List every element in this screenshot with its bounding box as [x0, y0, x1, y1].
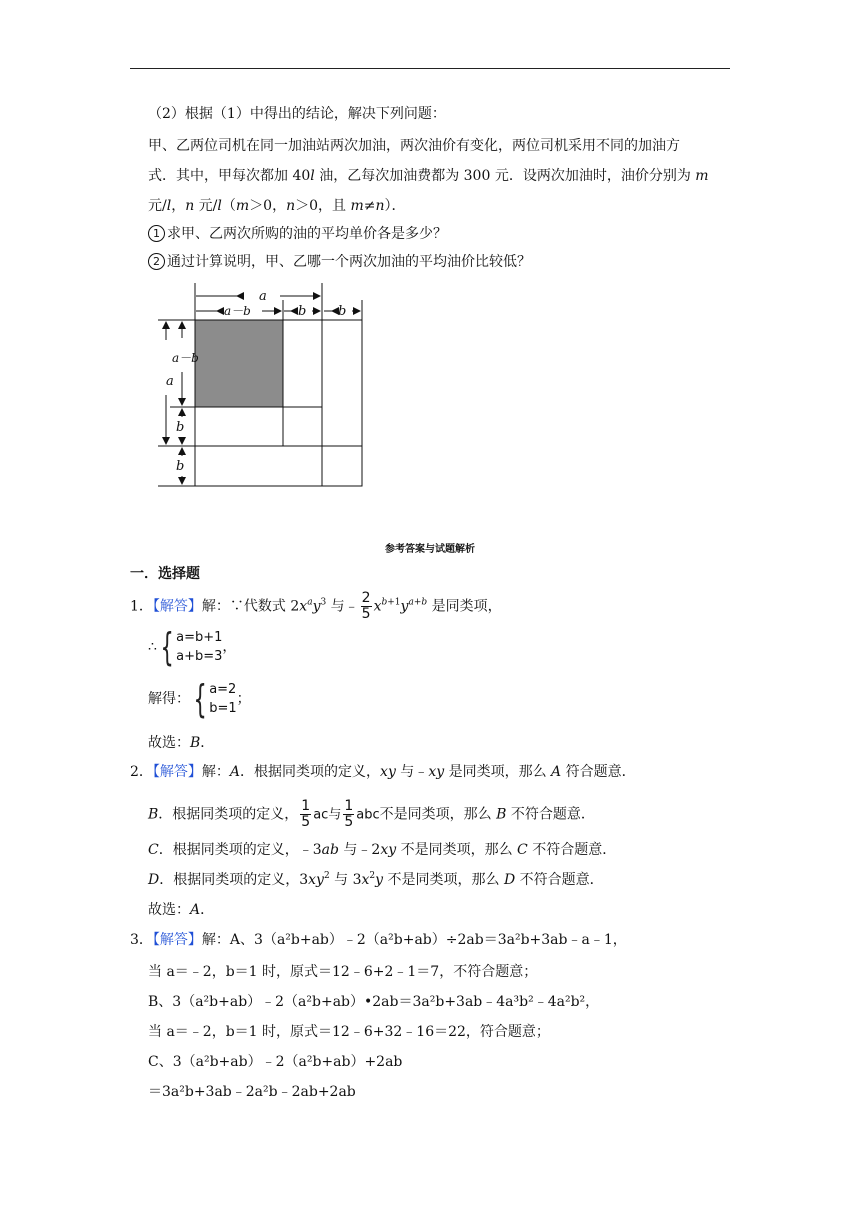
answer-2-line-d: D．根据同类项的定义，$3xy^2$ 与 $3x^2y$ 不是同类项，那么 D 不符合题意．: [148, 871, 604, 888]
question-2: 2 通过计算说明，甲、乙哪一个两次加油的平均油价比较低？: [148, 252, 531, 272]
part2-paragraph-line3: 元/l，n 元/l（m＞0，n＞0，且 m≠n）．: [148, 198, 406, 214]
answer-1-choice: 故选：B．: [148, 735, 215, 751]
answer-2-line-b: B．根据同类项的定义， $\frac{1}{5}$ ac与 $\frac{1}{5}$ abc不是同类项，那么 B 不符合题意．: [148, 798, 595, 830]
shaded-square: [195, 320, 283, 407]
label-a-left: a: [166, 374, 174, 389]
answer-tag: 【解答】: [152, 598, 202, 615]
label-a-minus-b-left: a－b: [172, 351, 199, 365]
part2-intro: （2）根据（1）中得出的结论，解决下列问题：: [148, 106, 446, 122]
answer-2-line-a: 2．【解答】解：A．根据同类项的定义，xy 与﹣xy 是同类项，那么 A 符合题意．: [130, 764, 636, 780]
answers-title: 参考答案与试题解析: [385, 544, 475, 555]
question-1: 1 求甲、乙两次所购的油的平均单价各是多少？: [148, 224, 447, 244]
circled-number-1: 1: [148, 225, 165, 242]
section-title: 一．选择题: [130, 566, 200, 582]
answer-3-line4: 当 a＝﹣2，b＝1 时，原式＝12﹣6+32﹣16＝22，符合题意；: [148, 1024, 550, 1040]
answer-3-line5: C、3（a²b+ab）﹣2（a²b+ab）+2ab: [148, 1054, 403, 1070]
answer-3-line6: ＝3a²b+3ab﹣2a²b﹣2ab+2ab: [148, 1084, 356, 1100]
answer-3-line3: B、3（a²b+ab）﹣2（a²b+ab）•2ab＝3a²b+3ab﹣4a³b²﹣4a²b²，: [148, 994, 600, 1010]
answer-1-line1: 1．【解答】解：∵代数式 $2x^ay^3$ 与﹣ $\frac{2}{5}$ $x^{b+1}y^{a+b}$ 是同类项，: [130, 590, 502, 622]
label-b-left-2: b: [176, 459, 185, 474]
answer-2-choice: 故选：A．: [148, 902, 215, 918]
answer-3-line1: 3．【解答】解：A、3（a²b+ab）﹣2（a²b+ab）÷2ab＝3a²b+3ab﹣a﹣1，: [130, 932, 627, 948]
part2-paragraph-line1: 甲、乙两位司机在同一加油站两次加油，两次油价有变化，两位司机采用不同的加油方: [148, 138, 680, 154]
label-b-left-1: b: [176, 420, 185, 435]
label-a-minus-b-top: a－b: [224, 304, 251, 318]
part2-paragraph-line2: 式．其中，甲每次都加 40l 油，乙每次加油费都为 300 元．设两次加油时，油价分别为 m: [148, 168, 709, 184]
label-a-top: a: [259, 289, 267, 304]
answer-2-line-c: C．根据同类项的定义，﹣3ab 与﹣2xy 不是同类项，那么 C 不符合题意．: [148, 842, 617, 858]
label-b-top-1: b: [298, 304, 307, 319]
square-diagram: [150, 280, 370, 492]
label-b-top-2: b: [338, 304, 347, 319]
circled-number-2: 2: [148, 253, 165, 270]
answer-3-line2: 当 a＝﹣2，b＝1 时，原式＝12﹣6+2﹣1＝7，不符合题意；: [148, 964, 538, 980]
answer-1-system2: 解得：{ a=2 b=1 ；: [148, 677, 251, 721]
header-rule: [130, 68, 730, 69]
answer-1-system1: ∴{ a=b+1 a+b=3 ，: [148, 625, 237, 669]
